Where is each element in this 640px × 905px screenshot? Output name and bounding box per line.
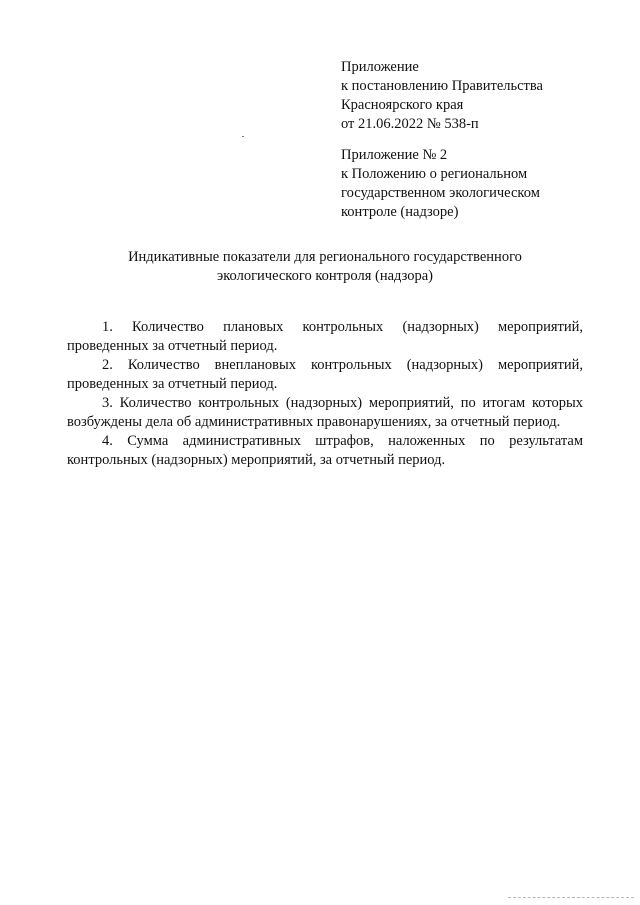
indicator-item: 2. Количество внеплановых контрольных (надзорных) мероприятий, проведенных за отчетный период. <box>67 357 583 392</box>
indicator-item: 1. Количество плановых контрольных (надзорных) мероприятий, проведенных за отчетный период. <box>67 319 583 354</box>
annex-line: к Положению о региональном <box>341 166 528 182</box>
annex-line: контроле (надзоре) <box>341 204 459 220</box>
annex-line: государственном экологическом <box>341 185 540 201</box>
annex-header-resolution <box>341 58 626 134</box>
indicator-item: 4. Сумма административных штрафов, наложенных по результатам контрольных (надзорных) мероприятий, за отчетный период. <box>67 433 583 468</box>
annex-line: Красноярского края <box>341 97 464 113</box>
title-line: Индикативные показатели для регионального государственного <box>128 249 522 265</box>
indicator-item: 3. Количество контрольных (надзорных) мероприятий, по итогам которых возбуждены дела об административных правонарушениях, за отчетный период. <box>67 395 583 430</box>
annex-line: Приложение <box>341 59 419 75</box>
annex-line: к постановлению Правительства <box>341 78 543 94</box>
annex-line: Приложение № 2 <box>341 147 448 163</box>
indicator-list <box>67 318 583 470</box>
scan-edge-mark <box>508 897 634 899</box>
annex-header-regulation <box>341 146 626 222</box>
scan-mark <box>242 136 244 137</box>
document-title <box>60 248 590 286</box>
annex-line: от 21.06.2022 № 538-п <box>341 116 479 132</box>
title-line: экологического контроля (надзора) <box>217 268 433 284</box>
